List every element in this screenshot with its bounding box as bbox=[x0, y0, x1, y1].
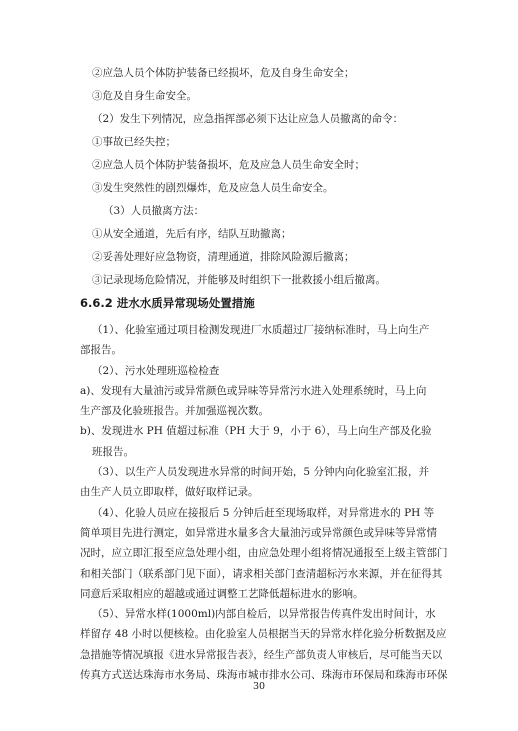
text-line: b)、发现进水 PH 值超过标准（PH 大于 9，小于 6），马上向生产部及化验 bbox=[80, 425, 432, 437]
text-line: ①事故已经失控； bbox=[92, 136, 176, 148]
section-heading: 6.6.2 进水水质异常现场处置措施 bbox=[80, 296, 255, 310]
text-line: ②妥善处理好应急物资，清理通道，排除风险源后撤离； bbox=[92, 251, 355, 263]
text-line: ②应急人员个体防护装备已经损坏，危及自身生命安全； bbox=[92, 67, 355, 79]
text-line: 由生产人员立即取样，做好取样记录。 bbox=[80, 486, 259, 498]
text-line: （2）发生下列情况，应急指挥部必须下达让应急人员撤离的命令： bbox=[92, 113, 404, 125]
text-line: ③危及自身生命安全。 bbox=[92, 90, 197, 102]
text-line: 况时，应立即汇报至应急处理小组，由应急处理小组将情况通报至上级主管部门 bbox=[80, 547, 448, 559]
text-line: （3）、以生产人员发现进水异常的时间开始，5 分钟内向化验室汇报，并 bbox=[92, 466, 429, 478]
text-line: 急措施等情况填报《进水异常报告表》，经生产部负责人审核后，尽可能当天以 bbox=[80, 649, 443, 661]
text-line: ②应急人员个体防护装备损坏，危及应急人员生命安全时； bbox=[92, 159, 365, 171]
text-line: 和相关部门（联系部门见下面），请求相关部门查清超标污水来源，并在征得其 bbox=[80, 568, 443, 580]
text-line: 简单项目先进行测定，如异常进水量多含大量油污或异常颜色或异味等异常情 bbox=[80, 527, 437, 539]
text-line: 同意后采取相应的超越或通过调整工艺降低超标进水的影响。 bbox=[80, 588, 364, 600]
text-line: ③发生突然性的剧烈爆炸，危及应急人员生命安全。 bbox=[92, 182, 334, 194]
text-line: 样留存 48 小时以便核检。由化验室人员根据当天的异常水样化验分析数据及应 bbox=[80, 628, 447, 640]
text-line: （1）、化验室通过项目检测发现进厂水质超过厂接纳标准时，马上向生产 bbox=[92, 324, 430, 336]
text-line: 传真方式送达珠海市水务局、珠海市城市排水公司、珠海市环保局和珠海市环保 bbox=[80, 669, 448, 681]
text-line: （3）人员撤离方法： bbox=[103, 205, 205, 217]
text-line: 部报告。 bbox=[80, 344, 122, 356]
text-line: （4）、化验人员应在接报后 5 分钟后赶至现场取样，对异常进水的 PH 等 bbox=[92, 507, 435, 519]
text-line: ③记录现场危险情况，并能够及时组织下一批救援小组后撤离。 bbox=[92, 274, 386, 286]
text-line: （2）、污水处理班巡检检查 bbox=[92, 365, 220, 377]
text-line: 班报告。 bbox=[92, 446, 134, 458]
page-number: 30 bbox=[252, 681, 266, 692]
text-line: （5）、异常水样(1000ml)内部自检后，以异常报告传真件发出时间计，水 bbox=[92, 608, 436, 620]
text-line: 生产部及化验班报告。并加强巡视次数。 bbox=[80, 405, 269, 417]
text-line: ①从安全通道，先后有序，结队互助撤离； bbox=[92, 228, 292, 240]
text-line: a)、发现有大量油污或异常颜色或异味等异常污水进入处理系统时，马上向 bbox=[80, 385, 427, 397]
